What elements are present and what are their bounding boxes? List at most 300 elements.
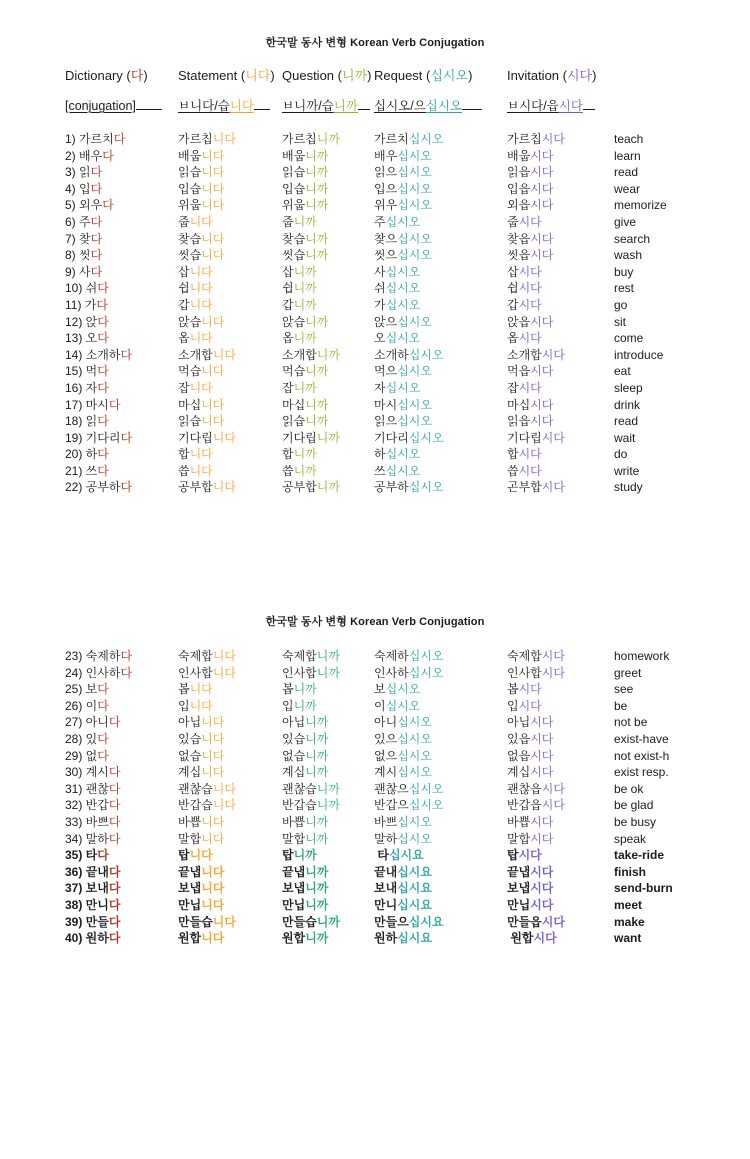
verb-ending: 다 [108,715,121,730]
verb-stem: 36) 끝내 [65,864,109,879]
verb-stem: 공부합 [178,480,213,495]
verb-ending: 니까 [316,914,340,929]
verb-ending: 다 [97,380,109,395]
verb-stem: 38) 만니 [65,897,109,912]
statement-form [178,797,282,814]
english-meaning: read [614,165,639,180]
dictionary-form [65,731,178,748]
verb-stem: 삽 [178,264,190,279]
request-form [374,330,507,347]
verb-stem: 먹습 [178,364,202,379]
verb-ending: 다 [97,463,109,478]
invitation-form [507,831,614,848]
verb-ending: 니까 [305,314,329,329]
verb-row [0,297,750,314]
verb-ending: 다 [90,264,103,279]
verb-ending: 십시오 [385,698,421,713]
statement-form [178,880,282,897]
verb-stem: 옵 [178,331,190,346]
english-meaning: speak [614,831,647,846]
invitation-form [507,446,614,463]
verb-stem: 갑 [178,297,190,312]
verb-stem: 37) 보내 [65,881,109,896]
verb-row [0,181,750,198]
dictionary-form [65,264,178,281]
request-form [374,479,507,496]
underline-tail [254,96,270,110]
question-form [282,231,374,248]
verb-row [0,930,750,947]
verb-stem: 끝냅 [282,864,306,879]
verb-stem: 16) 자 [65,380,98,395]
verb-ending: 시다 [530,731,554,746]
verb-stem: 씻습 [178,248,202,263]
verb-ending: 니다 [189,848,213,863]
question-form [282,214,374,231]
verb-stem: 없습 [178,748,202,763]
verb-stem: 만들으 [374,914,409,929]
verb-stem: 소개하 [374,347,409,362]
english-meaning: be busy [614,814,657,829]
verb-stem: 쉽 [178,281,190,296]
request-form [374,181,507,198]
verb-stem: 봅 [178,682,190,697]
verb-stem: 오 [374,331,386,346]
question-form [282,748,374,765]
verb-stem: 마십 [507,397,531,412]
verb-stem: 21) 쓰 [65,463,98,478]
verb-ending: 다 [97,682,109,697]
verb-stem: 30) 계시 [65,765,109,780]
english-meaning: not be [614,715,648,730]
verb-row [0,797,750,814]
verb-stem: 1) 가르치 [65,132,114,146]
conjugation-row [0,96,750,114]
verb-stem: 말합 [282,831,306,846]
statement-form [178,413,282,430]
english-meaning: read [614,414,639,429]
invitation-form [507,648,614,665]
invitation-form [507,280,614,297]
english-meaning: eat [614,364,631,379]
verb-ending: 시다 [530,181,554,196]
verb-ending: 니까 [316,132,340,146]
verb-stem: 삽 [507,264,519,279]
verb-ending: 십시오 [408,347,444,362]
verb-stem: 합 [178,447,190,462]
dictionary-form [65,648,178,665]
verb-ending: 니까 [305,248,329,263]
verb-ending: 십시오 [385,264,421,279]
verb-ending: 다 [90,214,103,229]
verb-ending: 다 [108,931,121,946]
request-form [374,764,507,781]
question-form [282,930,374,947]
verb-stem: 보 [374,682,386,697]
verb-stem: 있으 [374,731,398,746]
statement-form [178,347,282,364]
verb-ending: 니까 [293,297,317,312]
underline-tail [462,96,482,110]
statement-form [178,197,282,214]
verb-ending: 니다 [212,347,236,362]
verb-ending: 시다 [530,198,554,213]
dictionary-form [65,665,178,682]
column-header-question [282,68,374,84]
verb-ending: 시다 [530,314,554,329]
verb-stem: 입으 [374,181,398,196]
english-meaning: wear [614,181,641,196]
verb-row [0,648,750,665]
verb-ending: 니다 [201,831,225,846]
english-meaning: introduce [614,347,664,362]
verb-ending: 니까 [293,682,317,697]
verb-stem: 28) 있 [65,731,98,746]
dictionary-form [65,698,178,715]
question-form [282,297,374,314]
header-text: ) [270,68,275,83]
verb-stem: 찾읍 [507,231,531,246]
verb-ending: 니다 [189,682,213,697]
question-form [282,347,374,364]
verb-stem: 11) 가 [65,297,97,312]
verb-ending: 다 [108,914,121,929]
verb-stem: 원하 [374,931,398,946]
verb-table-page-2 [0,648,750,947]
verb-ending: 십시오 [385,331,421,346]
empty-conjugation-cell [614,96,750,114]
conjugation-ending: 니다 [229,99,254,113]
verb-ending: 니까 [305,198,329,213]
english-meaning: sit [614,314,626,329]
verb-ending: 십시오 [397,831,432,846]
request-form [374,148,507,165]
english-meaning: be ok [614,781,644,796]
verb-ending: 니다 [212,914,236,929]
question-form [282,781,374,798]
page-title: 한국말 동사 변형 Korean Verb Conjugation [265,37,485,49]
invitation-form [507,131,614,148]
verb-ending: 시다 [541,347,565,362]
verb-stem: 19) 기다리 [65,430,121,445]
verb-stem: 입습 [178,181,202,196]
header-ending: 다 [130,68,144,83]
english-meaning: buy [614,264,634,279]
verb-ending: 다 [97,698,109,713]
request-form [374,197,507,214]
verb-ending: 다 [120,649,133,663]
dictionary-form [65,280,178,297]
verb-stem: 인사합 [507,665,542,680]
verb-ending: 니까 [305,731,329,746]
verb-stem: 입 [178,698,190,713]
dictionary-form [65,347,178,364]
verb-row [0,397,750,414]
verb-stem: 입습 [282,181,306,196]
verb-ending: 니다 [212,480,236,495]
verb-ending: 니다 [201,314,225,329]
verb-ending: 십시오 [385,447,421,462]
statement-form [178,380,282,397]
dictionary-form [65,164,178,181]
header-text: ) [592,68,597,83]
verb-stem: 배웁 [178,148,202,163]
verb-stem: 없읍 [507,748,531,763]
verb-ending: 니까 [293,281,317,296]
verb-ending: 시다 [530,814,554,829]
verb-ending: 십시오 [385,281,421,296]
statement-form [178,930,282,947]
invitation-form [507,463,614,480]
verb-stem: 18) 읽 [65,414,98,429]
verb-ending: 다 [97,748,109,763]
verb-stem: 찾습 [282,231,306,246]
request-form [374,665,507,682]
dictionary-form [65,748,178,765]
statement-form [178,446,282,463]
invitation-form [507,264,614,281]
statement-form [178,164,282,181]
verb-row [0,413,750,430]
verb-stem: 기다립 [178,430,213,445]
verb-stem: 가르칩 [282,132,317,146]
conjugation-pattern: ㅂ니까/습 [282,99,334,113]
english-meaning: see [614,682,634,697]
verb-ending: 시다 [541,132,565,146]
verb-ending: 니다 [189,447,213,462]
request-form [374,814,507,831]
verb-stem: 마십 [178,397,202,412]
verb-stem: 하 [374,447,386,462]
question-form [282,280,374,297]
invitation-form [507,731,614,748]
english-meaning: make [614,914,645,929]
verb-ending: 니까 [316,649,340,663]
request-form [374,413,507,430]
verb-stem: 곤부합 [507,480,542,495]
verb-stem: 없으 [374,748,398,763]
verb-stem: 주 [374,214,386,229]
dictionary-form [65,131,178,148]
verb-stem: 공부합 [282,480,317,495]
verb-stem: 읽습 [178,165,202,180]
verb-stem: 보냅 [282,881,306,896]
question-form [282,330,374,347]
verb-ending: 시다 [533,931,557,946]
verb-stem: 가르칩 [507,132,542,146]
verb-stem: 배우 [374,148,398,163]
conjugation-pattern: 십시오/으 [374,99,426,113]
verb-ending: 니다 [201,148,225,163]
verb-stem: 합 [507,447,519,462]
dictionary-form [65,231,178,248]
statement-form [178,748,282,765]
header-text: ) [468,68,473,83]
verb-row [0,148,750,165]
verb-ending: 시다 [518,698,542,713]
question-form [282,731,374,748]
verb-ending: 시다 [518,380,542,395]
statement-form [178,148,282,165]
verb-stem: 앉습 [282,314,306,329]
verb-ending: 십시오 [397,248,432,263]
invitation-form [507,814,614,831]
verb-stem: 읽읍 [507,414,531,429]
question-form [282,131,374,148]
statement-form [178,363,282,380]
verb-ending: 시다 [530,231,554,246]
conjugation-ending: 시다 [558,99,583,113]
verb-ending: 십시오 [397,231,432,246]
conjugation-question [282,96,374,114]
verb-stem: 숙제합 [507,649,542,663]
statement-form [178,831,282,848]
english-meaning: do [614,447,628,462]
verb-ending: 다 [97,364,109,379]
verb-stem: 씁 [178,463,190,478]
verb-ending: 니까 [305,748,329,763]
verb-ending: 다 [108,765,121,780]
verb-stem: 바쁩 [282,814,306,829]
verb-ending: 시다 [530,397,554,412]
verb-stem: 반갑습 [282,798,317,813]
conjugation-statement [178,96,282,114]
verb-ending: 니다 [201,231,225,246]
verb-stem: 씻읍 [507,248,531,263]
request-form [374,731,507,748]
invitation-form [507,665,614,682]
verb-stem: 만닙 [282,897,306,912]
verb-ending: 십시오 [385,380,421,395]
verb-ending: 십시오 [397,181,432,196]
request-form [374,463,507,480]
verb-stem: 바쁘 [374,814,398,829]
english-meaning: write [614,463,640,478]
question-form [282,665,374,682]
verb-stem: 아닙 [507,715,531,730]
statement-form [178,330,282,347]
verb-ending: 니다 [189,331,213,346]
verb-ending: 니다 [212,665,236,680]
verb-row [0,814,750,831]
verb-stem: 숙제합 [282,649,317,663]
verb-stem: 10) 쉬 [65,281,98,296]
verb-row [0,446,750,463]
verb-row [0,479,750,496]
verb-stem: 만닙 [507,897,531,912]
english-meaning: be glad [614,798,654,813]
column-header-request [374,68,507,84]
verb-ending: 십시오 [385,214,421,229]
verb-row [0,831,750,848]
verb-ending: 시다 [530,414,554,429]
verb-stem: 잡 [282,380,294,395]
english-meaning: take-ride [614,848,665,863]
question-form [282,797,374,814]
question-form [282,148,374,165]
verb-stem: 옵 [507,331,519,346]
verb-stem: 쓰 [374,463,386,478]
verb-ending: 니다 [201,414,225,429]
verb-ending: 니까 [305,897,329,912]
verb-ending: 니까 [305,814,329,829]
english-meaning: study [614,480,643,495]
request-form [374,914,507,931]
verb-stem: 괜찮습 [282,781,317,796]
statement-form [178,397,282,414]
verb-ending: 니까 [305,148,329,163]
question-form [282,397,374,414]
verb-stem: 반갑읍 [507,798,542,813]
verb-row [0,314,750,331]
invitation-form [507,413,614,430]
header-ending: 십시오 [430,68,469,83]
verb-ending: 다 [108,864,121,879]
verb-ending: 시다 [518,682,542,697]
header-text: Request ( [374,68,431,83]
verb-row [0,914,750,931]
verb-ending: 니다 [201,897,225,912]
statement-form [178,814,282,831]
verb-stem: 끝냅 [507,864,531,879]
dictionary-form [65,314,178,331]
verb-ending: 니다 [212,430,236,445]
verb-stem: 23) 숙제하 [65,649,121,663]
verb-ending: 십시요 [397,931,432,946]
invitation-form [507,197,614,214]
verb-ending: 십시요 [397,864,432,879]
statement-form [178,897,282,914]
verb-ending: 다 [108,814,121,829]
english-meaning: go [614,297,628,312]
statement-form [178,297,282,314]
english-meaning: rest [614,281,635,296]
verb-stem: 쉽 [282,281,294,296]
verb-ending: 시다 [541,665,565,680]
verb-ending: 니까 [305,864,329,879]
verb-ending: 십시오 [408,430,444,445]
question-form [282,831,374,848]
verb-ending: 시다 [530,364,554,379]
verb-ending: 다 [120,665,133,680]
dictionary-form [65,446,178,463]
dictionary-form [65,247,178,264]
verb-stem: 인사합 [178,665,213,680]
verb-ending: 니까 [293,331,317,346]
verb-stem: 29) 없 [65,748,98,763]
verb-stem: 4) 입 [65,181,91,196]
verb-stem: 옵 [282,331,294,346]
verb-ending: 다 [97,848,109,863]
english-meaning: memorize [614,198,667,213]
statement-form [178,231,282,248]
verb-stem: 위웁 [178,198,202,213]
verb-ending: 니다 [201,765,225,780]
dictionary-form [65,363,178,380]
verb-stem: 잡 [178,380,190,395]
invitation-form [507,880,614,897]
request-form [374,314,507,331]
dictionary-form [65,681,178,698]
verb-stem: 없습 [282,748,306,763]
verb-ending: 시다 [530,748,554,763]
english-meaning: meet [614,897,643,912]
verb-ending: 다 [90,231,103,246]
verb-stem: 기다립 [282,430,317,445]
dictionary-form [65,181,178,198]
request-form [374,131,507,148]
request-form [374,897,507,914]
